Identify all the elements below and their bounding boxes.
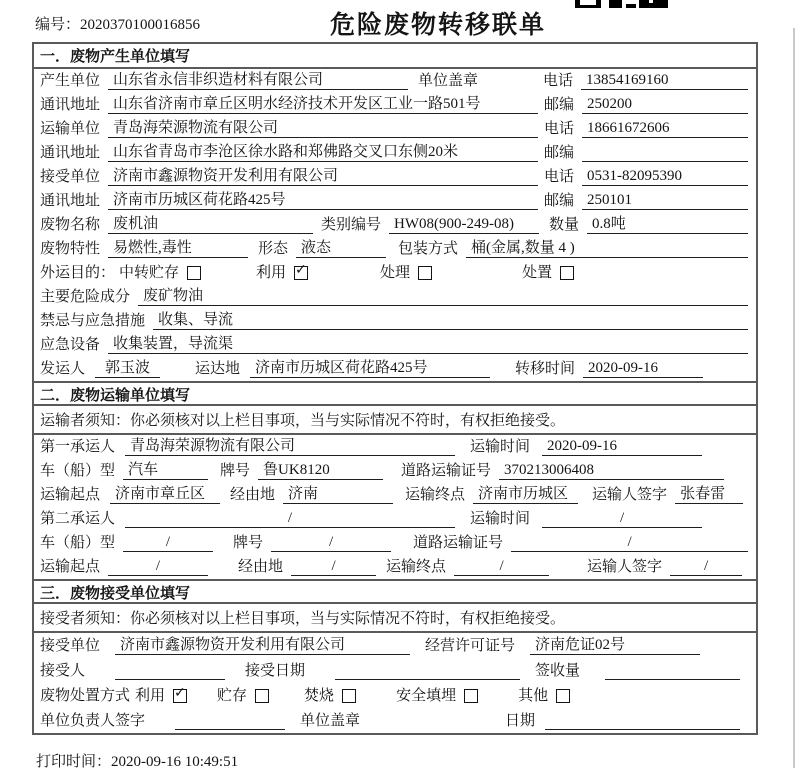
purpose-option-use: 利用: [256, 265, 287, 281]
address-label: 通讯地址: [40, 145, 101, 161]
producer-label: 产生单位: [40, 73, 101, 89]
print-time-value: 2020-09-16 10:49:51: [111, 754, 239, 770]
page-edge-line: [793, 28, 795, 768]
receiver-zip-value: 250101: [582, 192, 748, 210]
manifest-form: [32, 42, 758, 735]
doc-number-value: 2020370100016856: [80, 17, 201, 33]
section1-title: 一．废物产生单位填写: [34, 44, 756, 69]
zip-label: 邮编: [544, 145, 575, 161]
consignor-label: 发运人: [40, 361, 86, 377]
accept-unit-value: 济南市鑫源物资开发利用有限公司: [115, 637, 410, 655]
checkbox-purpose-dispose: [560, 266, 574, 280]
disposal-option-incinerate: 焚烧: [304, 688, 335, 704]
vehicle1-value: 汽车: [123, 462, 208, 480]
disposal-option-landfill: 安全填埋: [396, 688, 457, 704]
form-row-transporter-address: [34, 141, 756, 165]
zip-label: 邮编: [544, 97, 575, 113]
plate1-value: 鲁UK8120: [258, 462, 383, 480]
category-value: HW08(900-249-08): [389, 216, 539, 234]
receiver-address-value: 济南市历城区荷花路425号: [108, 192, 538, 210]
origin-label: 运输起点: [40, 559, 101, 575]
zip-label: 邮编: [544, 193, 575, 209]
purpose-option-dispose: 处置: [522, 265, 553, 281]
acceptor-label: 接受人: [40, 663, 86, 679]
checkbox-disposal-storage: [255, 689, 269, 703]
hazard-value: 废矿物油: [138, 288, 748, 306]
form-row-hazard: [34, 285, 756, 309]
transport-time2-value: /: [542, 510, 702, 528]
transport-time-label: 运输时间: [470, 439, 531, 455]
packing-value: 桶(金属,数量 4 ): [466, 240, 748, 258]
disposal-option-other: 其他: [518, 688, 549, 704]
carrier1-value: 青岛海荣源物流有限公司: [125, 438, 455, 456]
equipment-value: 收集装置，导流渠: [108, 336, 748, 354]
producer-phone-value: 13854169160: [581, 72, 748, 90]
end2-value: /: [454, 558, 549, 576]
plate2-value: /: [271, 534, 391, 552]
carrier-sign2-value: /: [670, 558, 742, 576]
doc-number-label: 编号：: [35, 17, 81, 33]
waste-name-value: 废机油: [108, 216, 313, 234]
unit-seal-label: 单位盖章: [300, 713, 361, 729]
transporter-notice: 运输者须知：你必须核对以上栏目事项，当与实际情况不符时，有权拒绝接受。: [34, 406, 756, 435]
end-label: 运输终点: [405, 487, 466, 503]
form-row-equipment: [34, 333, 756, 357]
via1-value: 济南: [283, 486, 393, 504]
carrier-sign-label: 运输人签字: [587, 559, 663, 575]
checkbox-disposal-use-checked: [173, 689, 187, 703]
producer-zip-value: 250200: [582, 96, 748, 114]
carrier2-value: /: [125, 510, 455, 528]
destination-value: 济南市历城区荷花路425号: [250, 360, 490, 378]
origin1-value: 济南市章丘区: [110, 486, 220, 504]
checkbox-purpose-storage: [187, 266, 201, 280]
accept-unit-label: 接受单位: [40, 638, 101, 654]
license-value: 济南危证02号: [530, 637, 700, 655]
form-row-receiver: [34, 165, 756, 189]
phone-label: 电话: [543, 73, 574, 89]
destination-label: 运达地: [195, 361, 241, 377]
qr-block: [639, 0, 668, 8]
transport-time1-value: 2020-09-16: [542, 438, 702, 456]
form-row-consignor: [34, 357, 756, 381]
form-row-emergency: [34, 309, 756, 333]
form-state-label: 形态: [258, 241, 289, 257]
disposal-option-storage: 贮存: [217, 688, 248, 704]
transporter-zip-value: [582, 161, 748, 162]
form-state-value: 液态: [296, 240, 386, 258]
qr-block: [626, 4, 636, 8]
accept-date-label: 接受日期: [245, 663, 306, 679]
carrier2-label: 第二承运人: [40, 511, 116, 527]
via-label: 经由地: [238, 559, 284, 575]
producer-value: 山东省永信非织造材料有限公司: [108, 72, 408, 90]
amount-label: 签收量: [535, 663, 581, 679]
form-row-producer-address: [34, 93, 756, 117]
via2-value: /: [291, 558, 376, 576]
road-permit2-value: /: [511, 534, 748, 552]
transfer-date-value: 2020-09-16: [583, 360, 703, 378]
phone-label: 电话: [544, 169, 575, 185]
packing-label: 包装方式: [398, 241, 459, 257]
section3-title: 三．废物接受单位填写: [34, 579, 756, 604]
address-label: 通讯地址: [40, 193, 101, 209]
date-label: 日期: [505, 713, 536, 729]
road-permit-label: 道路运输证号: [401, 463, 492, 479]
transfer-date-label: 转移时间: [515, 361, 576, 377]
road-permit1-value: 370213006408: [499, 462, 724, 480]
form-row-acceptor: [34, 658, 756, 683]
checkbox-purpose-use-checked: [294, 266, 308, 280]
origin-label: 运输起点: [40, 487, 101, 503]
form-row-vehicle1: [34, 459, 756, 483]
disposal-label: 废物处置方式: [40, 688, 131, 704]
road-permit-label: 道路运输证号: [413, 535, 504, 551]
form-row-vehicle2: [34, 531, 756, 555]
form-row-receiver-address: [34, 189, 756, 213]
form-row-head-sign: [34, 708, 756, 733]
form-row-transporter: [34, 117, 756, 141]
category-label: 类别编号: [321, 217, 382, 233]
quantity-label: 数量: [549, 217, 580, 233]
transporter-address-value: 山东省青岛市李沧区徐水路和郑佛路交叉口东侧20米: [108, 144, 538, 162]
equipment-label: 应急设备: [40, 337, 101, 353]
transporter-value: 青岛海荣源物流有限公司: [108, 120, 538, 138]
vehicle2-value: /: [123, 534, 213, 552]
plate-label: 牌号: [233, 535, 264, 551]
receiver-value: 济南市鑫源物资开发利用有限公司: [108, 168, 538, 186]
disposal-option-use: 利用: [135, 688, 166, 704]
qr-code-remnant: [575, 0, 668, 8]
qr-block: [575, 0, 601, 8]
form-row-route2: [34, 555, 756, 579]
form-row-carrier2: [34, 507, 756, 531]
waste-name-label: 废物名称: [40, 217, 101, 233]
plate-label: 牌号: [220, 463, 251, 479]
quantity-value: 0.8吨: [587, 216, 748, 234]
checkbox-disposal-other: [556, 689, 570, 703]
date-value: [545, 729, 740, 730]
amount-value: [605, 679, 740, 680]
consignor-value: 郭玉波: [95, 360, 160, 378]
purpose-option-storage: 中转贮存: [119, 265, 180, 281]
form-row-carrier1: [34, 435, 756, 459]
transport-time-label: 运输时间: [470, 511, 531, 527]
emergency-value: 收集、导流: [153, 312, 748, 330]
accept-date-value: [335, 679, 520, 680]
form-row-purpose: [34, 261, 756, 285]
carrier1-label: 第一承运人: [40, 439, 116, 455]
qr-block: [609, 0, 622, 8]
checkbox-purpose-treat: [418, 266, 432, 280]
character-label: 废物特性: [40, 241, 101, 257]
end-label: 运输终点: [386, 559, 447, 575]
acceptor-value: [115, 679, 225, 680]
form-row-route1: [34, 483, 756, 507]
character-value: 易燃性,毒性: [108, 240, 248, 258]
section2-title: 二．废物运输单位填写: [34, 381, 756, 406]
emergency-label: 禁忌与应急措施: [40, 313, 146, 329]
transporter-label: 运输单位: [40, 121, 101, 137]
form-row-waste-character: [34, 237, 756, 261]
form-row-producer: [34, 69, 756, 93]
form-row-accept-unit: [34, 633, 756, 658]
purpose-option-treat: 处理: [380, 265, 411, 281]
license-label: 经营许可证号: [425, 638, 516, 654]
print-time-label: 打印时间：: [36, 754, 112, 770]
transporter-phone-value: 18661672606: [582, 120, 748, 138]
origin2-value: /: [108, 558, 208, 576]
head-sign-value: [175, 729, 285, 730]
carrier-sign1-value: 张春雷: [675, 486, 743, 504]
vehicle-label: 车（船）型: [40, 463, 116, 479]
receiver-phone-value: 0531-82095390: [582, 168, 748, 186]
form-row-disposal: [34, 683, 756, 708]
form-row-waste-name: [34, 213, 756, 237]
receiver-notice: 接受者须知：你必须核对以上栏目事项，当与实际情况不符时，有权拒绝接受。: [34, 604, 756, 633]
receiver-label: 接受单位: [40, 169, 101, 185]
qr-block: [649, 0, 653, 3]
producer-address-value: 山东省济南市章丘区明水经济技术开发区工业一路501号: [108, 96, 538, 114]
vehicle-label: 车（船）型: [40, 535, 116, 551]
hazard-label: 主要危险成分: [40, 289, 131, 305]
purpose-label: 外运目的：: [40, 265, 116, 281]
end1-value: 济南市历城区: [473, 486, 578, 504]
checkbox-disposal-landfill: [464, 689, 478, 703]
checkbox-disposal-incinerate: [342, 689, 356, 703]
unit-seal-label: 单位盖章: [418, 73, 479, 89]
page-title: 危险废物转移联单: [329, 11, 546, 39]
head-sign-label: 单位负责人签字: [40, 713, 146, 729]
carrier-sign-label: 运输人签字: [592, 487, 668, 503]
via-label: 经由地: [230, 487, 276, 503]
address-label: 通讯地址: [40, 97, 101, 113]
phone-label: 电话: [544, 121, 575, 137]
